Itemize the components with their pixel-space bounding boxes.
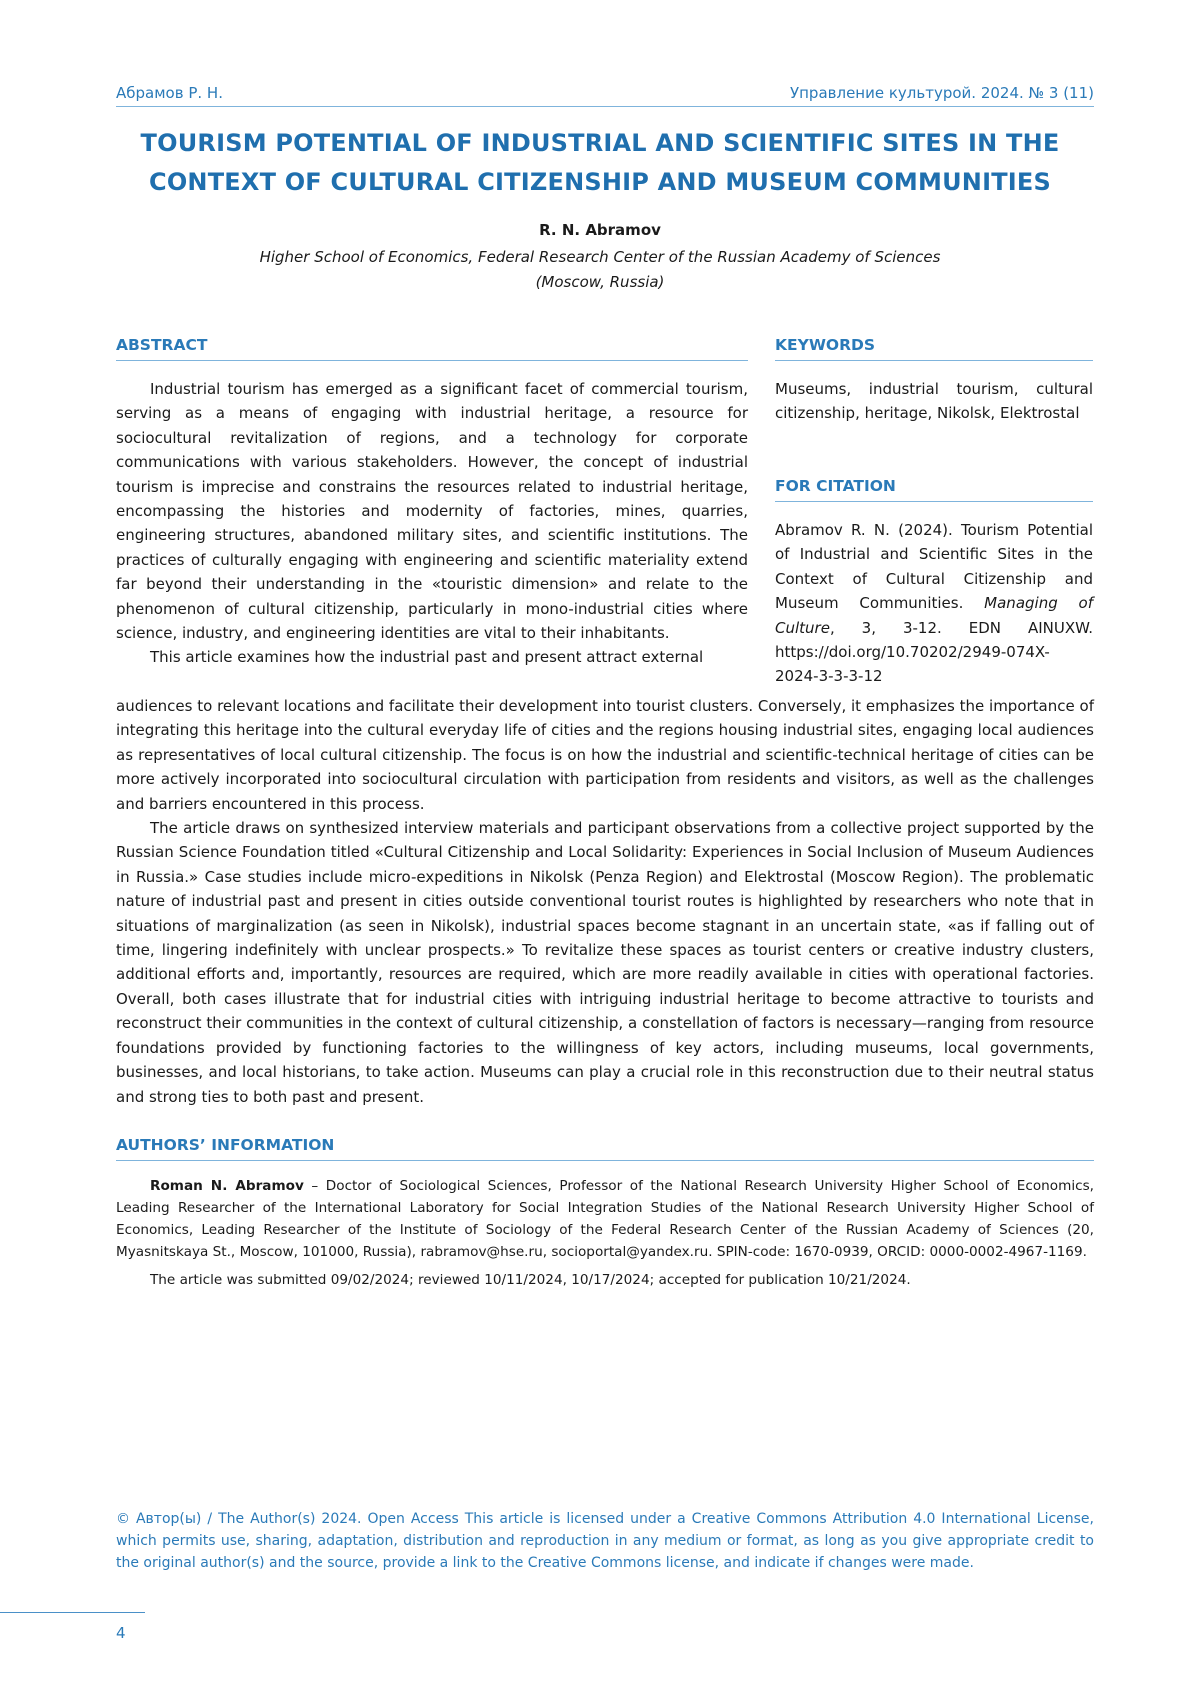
affiliation-line-1: Higher School of Economics, Federal Research Center of the Russian Academy of Sciences — [259, 248, 941, 266]
abstract-heading: ABSTRACT — [116, 336, 748, 361]
abstract-paragraph-2-cont: audiences to relevant locations and facilitate their development into tourist clusters. Conversely, it emphasizes the importance of integrating this heritage into the cultural everyday life of cities and the regions housing industrial sites, engaging local audiences as representatives of local cultural citizenship. The focus is on how the industrial and scientific-technical heritage of cities can be more actively incorporated into sociocultural circulation with participation from residents and visitors, as well as the challenges and barriers encountered in this process. — [116, 697, 1094, 813]
abstract-full-width — [116, 694, 1094, 1109]
citation-pre: Abramov R. N. (2024). Tourism Potential of Industrial and Scientific Sites in the Context of Cultural Citizenship and Museum Communities. — [775, 521, 1093, 613]
affiliation — [200, 245, 1000, 295]
running-header — [116, 84, 1094, 107]
page-number: 4 — [116, 1624, 126, 1642]
title-line-1: TOURISM POTENTIAL OF INDUSTRIAL AND SCIENTIFIC SITES IN THE — [140, 129, 1060, 157]
keywords-text — [775, 377, 1093, 426]
citation-text — [775, 518, 1093, 689]
author-bio-text: – Doctor of Sociological Sciences, Professor of the National Research University Higher School of Economics, Leading Researcher of the International Laboratory for Social Integration Studies of the National Research University Higher School of Economics, Leading Researcher of the Institute of Sociology of the Federal Research Center of the Russian Academy of Sciences (20, Myasnitskaya St., Moscow, 101000, Russia), rabramov@hse.ru, socioportal@yandex.ru. SPIN-code: 1670-0939, ORCID: 0000-0002-4967-1169. — [116, 1178, 1094, 1260]
abstract-paragraph-3: The article draws on synthesized interview materials and participant observations from a collective project supported by the Russian Science Foundation titled «Cultural Citizenship and Local Solidarity: Experiences in Social Inclusion of Museum Audiences in Russia.» Case studies include micro-expeditions in Nikolsk (Penza Region) and Elektrostal (Moscow Region). The problematic nature of industrial past and present in cities outside conventional tourist routes is highlighted by researchers who note that in situations of marginalization (as seen in Nikolsk), industrial spaces become stagnant in an uncertain state, «as if falling out of time, lingering indefinitely with unclear prospects.» To revitalize these spaces as tourist centers or creative industry clusters, additional efforts and, importantly, resources are required, which are more readily available in cities with operational factories. Overall, both cases illustrate that for industrial cities with intriguing industrial heritage to become attractive to tourists and reconstruct their communities in the context of cultural citizenship, a constellation of factors is necessary—ranging from resource foundations provided by functioning factories to the willingness of key actors, including museums, local governments, businesses, and local historians, to take action. Museums can play a crucial role in this reconstruction due to their neutral status and strong ties to both past and present. — [116, 819, 1094, 1106]
author-name: R. N. Abramov — [539, 221, 661, 239]
citation-journal: Managing of Culture — [775, 594, 1093, 637]
citation-post: , 3, 3-12. EDN AINUXW. https://doi.org/10.70202/2949-074X-2024-3-3-3-12 — [775, 618, 1093, 686]
keywords-list: Museums, industrial tourism, cultural citizenship, heritage, Nikolsk, Elektrostal — [775, 380, 1093, 423]
title-line-2: CONTEXT OF CULTURAL CITIZENSHIP AND MUSEUM COMMUNITIES — [149, 168, 1051, 196]
footer-rule — [0, 1612, 145, 1613]
authors-info — [116, 1175, 1094, 1297]
keywords-heading: KEYWORDS — [775, 336, 1093, 361]
affiliation-line-2: (Moscow, Russia) — [535, 273, 665, 291]
license-notice: © Автор(ы) / The Author(s) 2024. Open Access This article is licensed under a Creative Commons Attribution 4.0 International License, which permits use, sharing, adaptation, distribution and reproduction in any medium or format, as long as you give appropriate credit to the original author(s) and the source, provide a link to the Creative Commons license, and indicate if changes were made. — [116, 1511, 1094, 1571]
submission-dates: The article was submitted 09/02/2024; reviewed 10/11/2024, 10/17/2024; accepted for publication 10/21/2024. — [150, 1272, 911, 1288]
author-bio — [116, 1175, 1094, 1263]
abstract-column — [116, 377, 748, 670]
abstract-paragraph-1: Industrial tourism has emerged as a significant facet of commercial tourism, serving as a means of engaging with industrial heritage, a resource for sociocultural revitalization of regions, and a technology for corporate communications with various stakeholders. However, the concept of industrial tourism is imprecise and constrains the resources related to industrial heritage, encompassing the histories and modernity of factories, mines, quarries, engineering structures, abandoned military sites, and scientific institutions. The practices of culturally engaging with engineering and scientific materiality extend far beyond their understanding in the «touristic dimension» and relate to the phenomenon of cultural citizenship, particularly in mono-industrial cities where science, industry, and engineering identities are vital to their inhabitants. — [116, 380, 748, 643]
author-bio-name: Roman N. Abramov — [150, 1178, 304, 1194]
header-journal: Управление культурой. 2024. № 3 (11) — [789, 84, 1094, 102]
article-title — [100, 124, 1100, 202]
citation-heading: FOR CITATION — [775, 477, 1093, 502]
authors-info-heading: AUTHORS’ INFORMATION — [116, 1136, 1094, 1161]
header-author: Абрамов Р. Н. — [116, 84, 223, 102]
abstract-paragraph-2-start: This article examines how the industrial past and present attract external — [150, 648, 704, 667]
